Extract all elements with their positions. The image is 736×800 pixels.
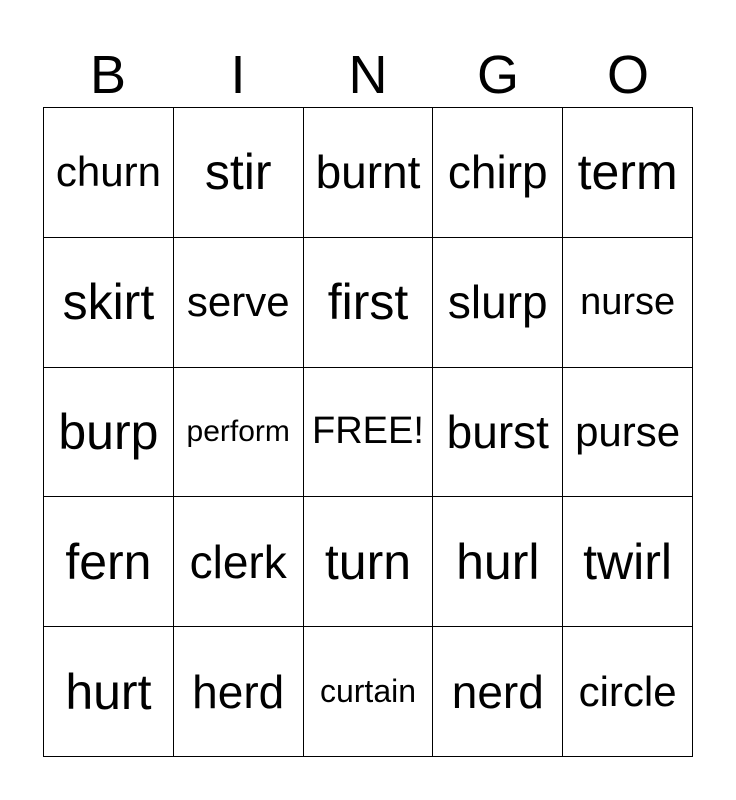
cell-word: stir [204, 144, 272, 201]
free-space-label: FREE! [312, 410, 424, 453]
cell-word: burnt [315, 146, 421, 199]
cell-word: twirl [583, 533, 673, 590]
bingo-cell-r2-c3[interactable] [433, 368, 563, 498]
cell-word: chirp [447, 146, 548, 199]
cell-word: term [577, 144, 678, 201]
cell-word: hurl [456, 533, 540, 590]
bingo-cell-r0-c1[interactable] [174, 108, 304, 238]
bingo-cell-r2-c0[interactable] [44, 368, 174, 498]
bingo-cell-r3-c4[interactable] [563, 497, 693, 627]
cell-word: circle [578, 667, 677, 715]
bingo-header [43, 44, 693, 106]
cell-word: hurt [65, 663, 152, 720]
bingo-cell-r1-c4[interactable] [563, 238, 693, 368]
bingo-board [43, 107, 693, 757]
bingo-cell-r3-c2[interactable] [304, 497, 434, 627]
cell-word: burp [58, 403, 159, 460]
cell-word: slurp [447, 276, 548, 329]
cell-word: curtain [319, 673, 417, 710]
bingo-cell-r0-c4[interactable] [563, 108, 693, 238]
bingo-cell-r1-c3[interactable] [433, 238, 563, 368]
cell-word: purse [575, 407, 681, 455]
bingo-cell-r0-c0[interactable] [44, 108, 174, 238]
bingo-cell-r2-c1[interactable] [174, 368, 304, 498]
cell-word: perform [186, 414, 290, 448]
cell-word: nurse [580, 280, 676, 323]
cell-word: nerd [451, 665, 544, 718]
bingo-cell-free[interactable] [304, 368, 434, 498]
cell-word: churn [55, 148, 161, 196]
cell-word: turn [324, 533, 412, 590]
header-letter-i: I [230, 45, 246, 105]
bingo-cell-r1-c0[interactable] [44, 238, 174, 368]
cell-word: clerk [189, 535, 287, 588]
header-letter-g: G [476, 45, 519, 105]
bingo-cell-r3-c1[interactable] [174, 497, 304, 627]
cell-word: fern [65, 533, 152, 590]
bingo-cell-r0-c3[interactable] [433, 108, 563, 238]
bingo-cell-r4-c2[interactable] [304, 627, 434, 757]
bingo-cell-r0-c2[interactable] [304, 108, 434, 238]
bingo-cell-r1-c1[interactable] [174, 238, 304, 368]
bingo-cell-r4-c1[interactable] [174, 627, 304, 757]
cell-word: serve [186, 278, 290, 326]
bingo-cell-r2-c4[interactable] [563, 368, 693, 498]
cell-word: herd [192, 665, 285, 718]
bingo-cell-r1-c2[interactable] [304, 238, 434, 368]
cell-word: burst [446, 405, 549, 458]
bingo-cell-r4-c3[interactable] [433, 627, 563, 757]
bingo-cell-r4-c0[interactable] [44, 627, 174, 757]
bingo-cell-r4-c4[interactable] [563, 627, 693, 757]
cell-word: skirt [62, 274, 155, 331]
bingo-cell-r3-c0[interactable] [44, 497, 174, 627]
header-letter-n: N [348, 45, 388, 105]
header-letter-b: B [89, 45, 127, 105]
bingo-cell-r3-c3[interactable] [433, 497, 563, 627]
header-letter-o: O [606, 45, 649, 105]
cell-word: first [327, 274, 409, 331]
